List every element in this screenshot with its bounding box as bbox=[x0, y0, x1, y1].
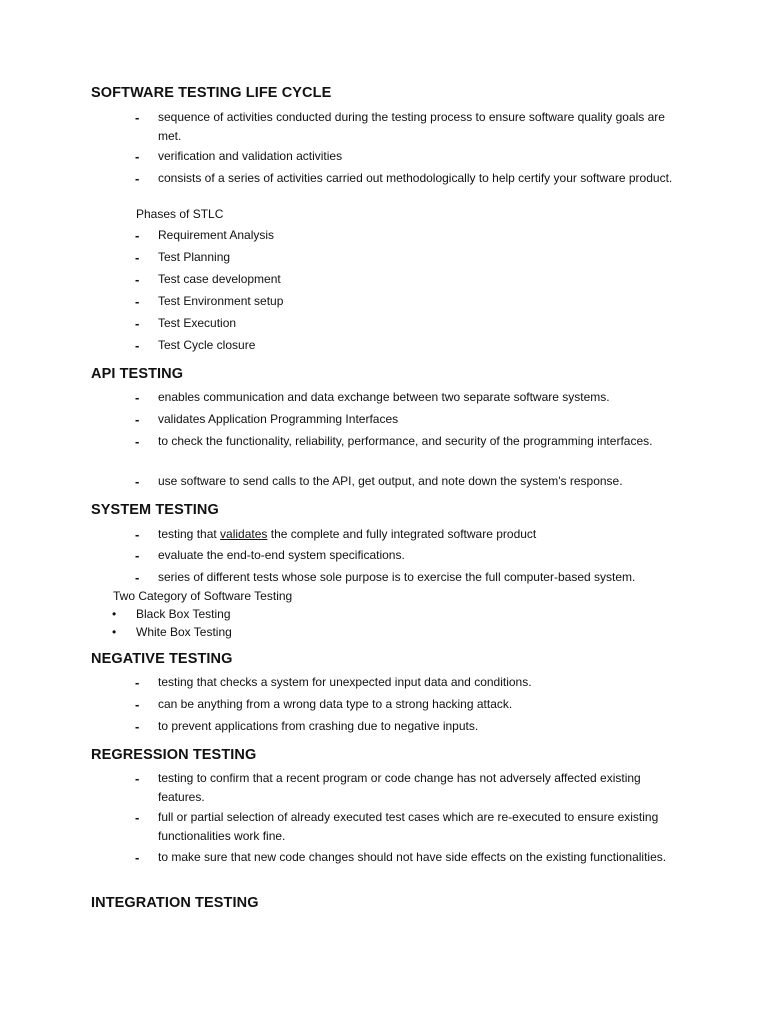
list-item-text: Test Planning bbox=[158, 250, 231, 264]
list-item-text: sequence of activities conducted during the testing process to ensure software quality goals are met. bbox=[158, 110, 665, 143]
dash-bullet-icon: - bbox=[135, 548, 140, 563]
list-item-text: White Box Testing bbox=[136, 625, 232, 639]
list-item-text: to check the functionality, reliability, performance, and security of the programming interfaces. bbox=[158, 434, 653, 448]
underlined-term: validates bbox=[220, 527, 268, 541]
dash-bullet-icon: - bbox=[135, 272, 140, 287]
section-heading-negative: NEGATIVE TESTING bbox=[91, 651, 233, 667]
dash-bullet-icon: - bbox=[135, 570, 140, 585]
dash-bullet-icon: - bbox=[135, 474, 140, 489]
list-item-text: Black Box Testing bbox=[136, 607, 231, 621]
dash-bullet-icon: - bbox=[135, 719, 140, 734]
dash-bullet-icon: - bbox=[135, 434, 140, 449]
dash-bullet-icon: - bbox=[135, 294, 140, 309]
list-item-text: Test Execution bbox=[158, 316, 237, 330]
category-label: Two Category of Software Testing bbox=[113, 589, 293, 603]
dash-bullet-icon: - bbox=[135, 697, 140, 712]
list-item-text: Test Environment setup bbox=[158, 294, 284, 308]
list-item-text: use software to send calls to the API, get output, and note down the system's response. bbox=[158, 474, 623, 488]
list-item-text: consists of a series of activities carried out methodologically to help certify your software product. bbox=[158, 171, 673, 185]
dash-bullet-icon: - bbox=[135, 228, 140, 243]
list-item-text: evaluate the end-to-end system specifications. bbox=[158, 548, 405, 562]
list-item-text: validates Application Programming Interfaces bbox=[158, 412, 399, 426]
text-fragment: the complete and fully integrated software product bbox=[267, 527, 537, 541]
dash-bullet-icon: - bbox=[135, 390, 140, 405]
list-item-text: series of different tests whose sole purpose is to exercise the full computer-based system. bbox=[158, 570, 636, 584]
list-item-text: to prevent applications from crashing due to negative inputs. bbox=[158, 719, 479, 733]
list-item-text: enables communication and data exchange between two separate software systems. bbox=[158, 390, 610, 404]
dash-bullet-icon: - bbox=[135, 810, 140, 825]
list-item-text: Test case development bbox=[158, 272, 281, 286]
list-item-text bbox=[158, 525, 688, 544]
dash-bullet-icon: - bbox=[135, 316, 140, 331]
phases-label: Phases of STLC bbox=[136, 207, 224, 221]
dash-bullet-icon: - bbox=[135, 771, 140, 786]
list-item-text: full or partial selection of already executed test cases which are re-executed to ensure existing functionalities work fine. bbox=[158, 810, 659, 843]
list-item-text: Requirement Analysis bbox=[158, 228, 275, 242]
section-heading-system: SYSTEM TESTING bbox=[91, 502, 219, 518]
section-heading-stlc: SOFTWARE TESTING LIFE CYCLE bbox=[91, 85, 332, 101]
section-heading-regression: REGRESSION TESTING bbox=[91, 747, 257, 763]
dash-bullet-icon: - bbox=[135, 171, 140, 186]
section-heading-api: API TESTING bbox=[91, 366, 184, 382]
dash-bullet-icon: - bbox=[135, 675, 140, 690]
dash-bullet-icon: - bbox=[135, 850, 140, 865]
list-item-text: Test Cycle closure bbox=[158, 338, 256, 352]
text-fragment: testing that bbox=[158, 527, 221, 541]
dot-bullet-icon: • bbox=[112, 607, 117, 621]
section-heading-integration: INTEGRATION TESTING bbox=[91, 895, 259, 911]
dot-bullet-icon: • bbox=[112, 625, 117, 639]
list-item-text: can be anything from a wrong data type to a strong hacking attack. bbox=[158, 697, 513, 711]
dash-bullet-icon: - bbox=[135, 110, 140, 125]
list-item-text: verification and validation activities bbox=[158, 149, 343, 163]
dash-bullet-icon: - bbox=[135, 527, 140, 542]
dash-bullet-icon: - bbox=[135, 412, 140, 427]
dash-bullet-icon: - bbox=[135, 338, 140, 353]
dash-bullet-icon: - bbox=[135, 149, 140, 164]
list-item-text: to make sure that new code changes should not have side effects on the existing functionalities. bbox=[158, 850, 667, 864]
dash-bullet-icon: - bbox=[135, 250, 140, 265]
list-item-text: testing to confirm that a recent program or code change has not adversely affected existing features. bbox=[158, 771, 641, 804]
list-item-text: testing that checks a system for unexpected input data and conditions. bbox=[158, 675, 532, 689]
